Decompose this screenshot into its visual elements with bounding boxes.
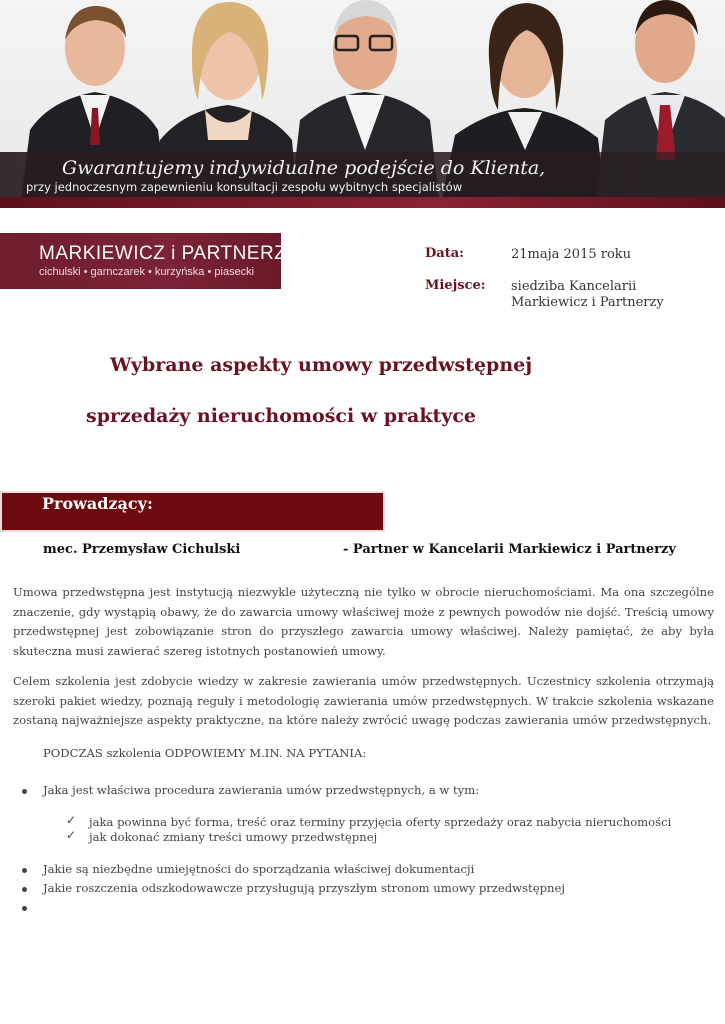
presenter-name: mec. Przemysław Cichulski (43, 542, 241, 557)
goal-paragraph: Celem szkolenia jest zdobycie wiedzy w zakresie zawierania umów przedwstępnych. Uczestnicy szkolenia otrzymają szeroki pakiet wiedzy, poznają reguły i metodologię zawierania umów przedwstępnych. W trakcie szkolenia wskazane zostaną najważniejsze aspekty praktyczne, na które należy zwrócić uwagę podczas zawierania umów przedwstępnych. (13, 674, 714, 727)
question-item-1: Jaka jest właściwa procedura zawierania umów przedwstępnych, a w tym: (43, 783, 480, 797)
header-banner (0, 0, 725, 208)
bullet-icon (22, 789, 27, 794)
question-item-3: Jakie roszczenia odszkodowawcze przysługują przyszłym stronom umowy przedwstępnej (43, 881, 565, 895)
question-subitem-2: jak dokonać zmiany treści umowy przedwstępnej (89, 830, 378, 844)
presenter-label: Prowadzący: (42, 494, 153, 513)
questions-heading: PODCZAS szkolenia ODPOWIEMY M.IN. NA PYTANIA: (43, 746, 367, 760)
place-value-line1: siedziba Kancelarii (511, 279, 637, 294)
tagline-sub: przy jednoczesnym zapewnieniu konsultacji zespołu wybitnych specjalistów (26, 180, 463, 194)
document-title-line2: sprzedaży nieruchomości w praktyce (86, 405, 477, 427)
document-title-line1: Wybrane aspekty umowy przedwstępnej (110, 354, 533, 376)
question-item-2: Jakie są niezbędne umiejętności do sporządzania właściwej dokumentacji (43, 862, 475, 876)
place-label: Miejsce: (425, 278, 486, 293)
checkmark-icon: ✓ (66, 828, 77, 842)
question-subitem-1: jaka powinna być forma, treść oraz terminy przyjęcia oferty sprzedaży oraz nabycia nieruchomości (89, 815, 672, 829)
checkmark-icon: ✓ (66, 813, 77, 827)
date-value: 21maja 2015 roku (511, 247, 632, 262)
bullet-icon (22, 906, 27, 911)
intro-paragraph: Umowa przedwstępna jest instytucją niezwykle użyteczną nie tylko w obrocie nieruchomościami. Ma ona szczególne znaczenie, gdy wystąpią obawy, że do zawarcia umowy właściwej może z pewnych powodów nie dojść. Treścią umowy przedwstępnej jest zobowiązanie stron do przyszłego zawarcia umowy właściwej. Należy pamiętać, że aby była skuteczna musi zawierać szereg istotnych postanowień umowy. (13, 585, 714, 658)
banner-bottom-stripe (0, 197, 725, 208)
logo-partner-names: cichulski • garnczarek • kurzyńska • piasecki (39, 266, 255, 278)
bullet-icon (22, 887, 27, 892)
bullet-icon (22, 868, 27, 873)
presenter-role: - Partner w Kancelarii Markiewicz i Partnerzy (343, 542, 676, 557)
place-value-line2: Markiewicz i Partnerzy (511, 295, 664, 310)
date-label: Data: (425, 246, 464, 261)
firm-logo (0, 233, 300, 289)
tagline-main: Gwarantujemy indywidualne podejście do Klienta, (62, 157, 546, 179)
logo-firm-name: MARKIEWICZ i PARTNERZY (39, 243, 300, 264)
